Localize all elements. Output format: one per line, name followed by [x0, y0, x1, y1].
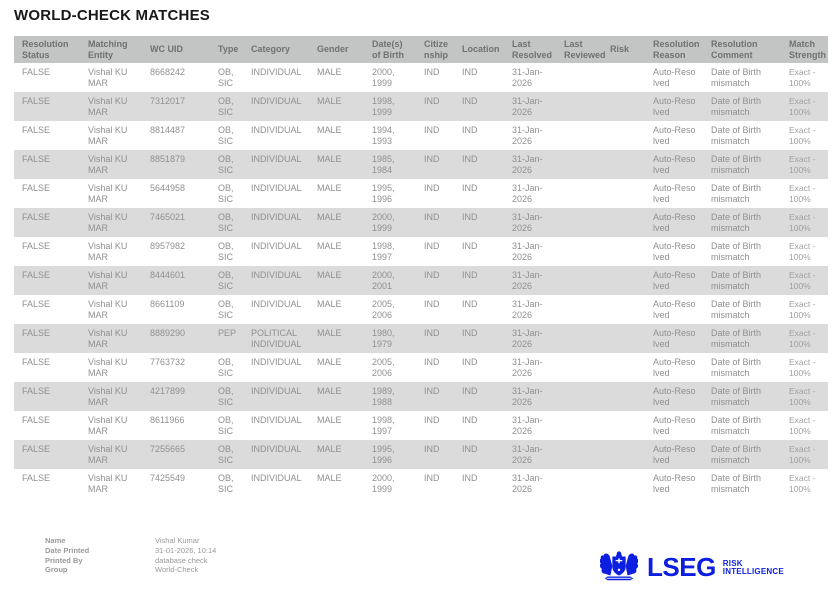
table-row	[14, 150, 828, 179]
meta-row	[45, 546, 216, 556]
cell-category: INDIVIDUAL	[251, 270, 302, 280]
lseg-wordmark: LSEG	[647, 552, 716, 582]
cell-gender: MALE	[317, 299, 342, 309]
cell-category: POLITICAL INDIVIDUAL	[251, 328, 302, 349]
meta-label: Name	[45, 536, 66, 545]
cell-type: OB, SIC	[218, 67, 234, 88]
cell-lastResolved: 31-Jan-2026	[512, 444, 543, 465]
table-row	[14, 382, 828, 411]
cell-entity: Vishal KU MAR	[88, 154, 128, 175]
cell-risk	[602, 353, 645, 382]
cell-comment: Date of Birth mismatch	[711, 444, 762, 465]
cell-entity: Vishal KU MAR	[88, 125, 128, 146]
cell-comment: Date of Birth mismatch	[711, 415, 762, 436]
cell-dob: 2000, 2001	[372, 270, 395, 291]
lseg-tagline-line1: RISK	[722, 558, 743, 568]
cell-risk	[602, 92, 645, 121]
cell-uid: 7425549	[150, 473, 186, 483]
table-row	[14, 440, 828, 469]
cell-lastReviewed	[556, 121, 602, 150]
cell-location: IND	[462, 212, 478, 222]
cell-category: INDIVIDUAL	[251, 299, 302, 309]
cell-citizenship: IND	[424, 212, 440, 222]
cell-reason: Auto-Resolved	[653, 183, 696, 204]
cell-risk	[602, 179, 645, 208]
cell-status: FALSE	[22, 473, 51, 483]
cell-type: OB, SIC	[218, 357, 234, 378]
cell-risk	[602, 150, 645, 179]
cell-lastReviewed	[556, 353, 602, 382]
cell-dob: 1998, 1997	[372, 241, 395, 262]
cell-gender: MALE	[317, 125, 342, 135]
cell-citizenship: IND	[424, 386, 440, 396]
cell-dob: 1994, 1993	[372, 125, 395, 146]
table-row	[14, 324, 828, 353]
cell-reason: Auto-Resolved	[653, 328, 696, 349]
table-row	[14, 179, 828, 208]
cell-status: FALSE	[22, 67, 51, 77]
meta-value: World-Check	[155, 565, 199, 575]
cell-type: OB, SIC	[218, 473, 234, 494]
cell-entity: Vishal KU MAR	[88, 241, 128, 262]
cell-status: FALSE	[22, 357, 51, 367]
cell-location: IND	[462, 299, 478, 309]
cell-uid: 7763732	[150, 357, 186, 367]
cell-risk	[602, 237, 645, 266]
cell-category: INDIVIDUAL	[251, 154, 302, 164]
cell-risk	[602, 295, 645, 324]
cell-gender: MALE	[317, 154, 342, 164]
cell-type: OB, SIC	[218, 415, 234, 436]
cell-lastResolved: 31-Jan-2026	[512, 183, 543, 204]
column-header-reason: Resolution Reason	[645, 36, 703, 63]
cell-strength: Exact - 100%	[789, 473, 816, 494]
cell-lastResolved: 31-Jan-2026	[512, 125, 543, 146]
column-header-entity: Matching Entity	[80, 36, 142, 63]
cell-lastResolved: 31-Jan-2026	[512, 299, 543, 320]
meta-row	[45, 565, 216, 575]
cell-reason: Auto-Resolved	[653, 154, 696, 175]
cell-reason: Auto-Resolved	[653, 299, 696, 320]
cell-entity: Vishal KU MAR	[88, 183, 128, 204]
cell-comment: Date of Birth mismatch	[711, 212, 762, 233]
meta-value: database check	[155, 555, 208, 565]
cell-category: INDIVIDUAL	[251, 386, 302, 396]
cell-status: FALSE	[22, 241, 51, 251]
cell-dob: 1995, 1996	[372, 444, 395, 465]
cell-dob: 1998, 1997	[372, 415, 395, 436]
cell-uid: 8851879	[150, 154, 186, 164]
cell-entity: Vishal KU MAR	[88, 444, 128, 465]
cell-type: OB, SIC	[218, 154, 234, 175]
cell-gender: MALE	[317, 183, 342, 193]
table-row	[14, 353, 828, 382]
cell-lastReviewed	[556, 179, 602, 208]
cell-reason: Auto-Resolved	[653, 96, 696, 117]
cell-status: FALSE	[22, 183, 51, 193]
cell-location: IND	[462, 154, 478, 164]
cell-gender: MALE	[317, 415, 342, 425]
cell-status: FALSE	[22, 299, 51, 309]
world-check-matches-table	[14, 36, 828, 498]
cell-comment: Date of Birth mismatch	[711, 357, 762, 378]
cell-type: OB, SIC	[218, 212, 234, 233]
cell-comment: Date of Birth mismatch	[711, 67, 762, 88]
table-row	[14, 208, 828, 237]
cell-risk	[602, 382, 645, 411]
cell-uid: 7312017	[150, 96, 186, 106]
cell-category: INDIVIDUAL	[251, 67, 302, 77]
meta-label: Date Printed	[45, 545, 90, 555]
cell-type: OB, SIC	[218, 96, 234, 117]
cell-location: IND	[462, 183, 478, 193]
cell-lastReviewed	[556, 324, 602, 353]
cell-reason: Auto-Resolved	[653, 270, 696, 291]
cell-uid: 8814487	[150, 125, 186, 135]
cell-strength: Exact - 100%	[789, 241, 816, 262]
meta-label: Group	[45, 565, 68, 575]
cell-risk	[602, 440, 645, 469]
cell-strength: Exact - 100%	[789, 183, 816, 204]
cell-uid: 8611966	[150, 415, 185, 425]
cell-lastReviewed	[556, 63, 602, 92]
lseg-tagline	[723, 560, 784, 577]
table-row	[14, 121, 828, 150]
cell-risk	[602, 121, 645, 150]
cell-reason: Auto-Resolved	[653, 125, 696, 146]
column-header-uid: WC UID	[142, 36, 210, 63]
cell-lastResolved: 31-Jan-2026	[512, 415, 543, 436]
cell-gender: MALE	[317, 212, 342, 222]
cell-comment: Date of Birth mismatch	[711, 270, 762, 291]
cell-dob: 1989, 1988	[372, 386, 395, 407]
cell-uid: 8889290	[150, 328, 186, 338]
cell-gender: MALE	[317, 357, 342, 367]
cell-type: PEP	[218, 328, 237, 338]
cell-type: OB, SIC	[218, 299, 234, 320]
cell-type: OB, SIC	[218, 386, 234, 407]
cell-strength: Exact - 100%	[789, 357, 816, 378]
cell-status: FALSE	[22, 212, 51, 222]
cell-comment: Date of Birth mismatch	[711, 154, 762, 175]
cell-uid: 8444601	[150, 270, 186, 280]
table-row	[14, 237, 828, 266]
cell-location: IND	[462, 444, 478, 454]
cell-dob: 1980, 1979	[372, 328, 395, 349]
cell-gender: MALE	[317, 270, 342, 280]
table-row	[14, 295, 828, 324]
cell-citizenship: IND	[424, 328, 440, 338]
cell-strength: Exact - 100%	[789, 67, 816, 88]
cell-lastReviewed	[556, 411, 602, 440]
meta-row	[45, 536, 216, 546]
cell-lastReviewed	[556, 266, 602, 295]
cell-dob: 1985, 1984	[372, 154, 395, 175]
cell-risk	[602, 411, 645, 440]
cell-entity: Vishal KU MAR	[88, 67, 128, 88]
cell-lastResolved: 31-Jan-2026	[512, 357, 543, 378]
cell-status: FALSE	[22, 96, 51, 106]
cell-dob: 2005, 2006	[372, 357, 395, 378]
cell-reason: Auto-Resolved	[653, 415, 696, 436]
cell-entity: Vishal KU MAR	[88, 270, 128, 291]
cell-status: FALSE	[22, 444, 51, 454]
cell-strength: Exact - 100%	[789, 154, 816, 175]
cell-status: FALSE	[22, 328, 51, 338]
column-header-comment: Resolution Comment	[703, 36, 781, 63]
cell-status: FALSE	[22, 270, 51, 280]
cell-entity: Vishal KU MAR	[88, 357, 128, 378]
cell-gender: MALE	[317, 386, 342, 396]
meta-row	[45, 556, 216, 566]
cell-location: IND	[462, 270, 478, 280]
cell-lastReviewed	[556, 469, 602, 498]
cell-lastResolved: 31-Jan-2026	[512, 270, 543, 291]
cell-location: IND	[462, 328, 478, 338]
table-row	[14, 411, 828, 440]
cell-uid: 4217899	[150, 386, 186, 396]
cell-citizenship: IND	[424, 270, 440, 280]
cell-dob: 1995, 1996	[372, 183, 395, 204]
cell-lastReviewed	[556, 237, 602, 266]
cell-strength: Exact - 100%	[789, 415, 816, 436]
column-header-dob: Date(s) of Birth	[364, 36, 416, 63]
cell-comment: Date of Birth mismatch	[711, 299, 762, 320]
cell-uid: 8661109	[150, 299, 185, 309]
cell-citizenship: IND	[424, 241, 440, 251]
cell-location: IND	[462, 357, 478, 367]
column-header-location: Location	[454, 36, 504, 63]
column-header-type: Type	[210, 36, 243, 63]
cell-lastReviewed	[556, 295, 602, 324]
cell-gender: MALE	[317, 241, 342, 251]
cell-strength: Exact - 100%	[789, 299, 816, 320]
cell-strength: Exact - 100%	[789, 386, 816, 407]
cell-risk	[602, 208, 645, 237]
lseg-tagline-line2: INTELLIGENCE	[722, 567, 784, 576]
cell-location: IND	[462, 415, 478, 425]
table-row	[14, 63, 828, 92]
cell-location: IND	[462, 241, 478, 251]
cell-uid: 7465021	[150, 212, 186, 222]
cell-lastResolved: 31-Jan-2026	[512, 212, 543, 233]
cell-category: INDIVIDUAL	[251, 357, 302, 367]
cell-comment: Date of Birth mismatch	[711, 241, 762, 262]
meta-value: Vishal Kumar	[155, 536, 200, 545]
cell-type: OB, SIC	[218, 444, 234, 465]
cell-uid: 8957982	[150, 241, 186, 251]
cell-citizenship: IND	[424, 96, 440, 106]
cell-strength: Exact - 100%	[789, 328, 816, 349]
cell-reason: Auto-Resolved	[653, 67, 696, 88]
lseg-logo	[600, 548, 784, 586]
table-row	[14, 469, 828, 498]
cell-comment: Date of Birth mismatch	[711, 96, 762, 117]
cell-risk	[602, 324, 645, 353]
cell-citizenship: IND	[424, 299, 440, 309]
cell-entity: Vishal KU MAR	[88, 328, 128, 349]
cell-category: INDIVIDUAL	[251, 444, 302, 454]
column-header-category: Category	[243, 36, 309, 63]
cell-lastResolved: 31-Jan-2026	[512, 96, 543, 117]
cell-reason: Auto-Resolved	[653, 357, 696, 378]
cell-status: FALSE	[22, 154, 51, 164]
cell-reason: Auto-Resolved	[653, 473, 696, 494]
cell-lastResolved: 31-Jan-2026	[512, 328, 543, 349]
cell-citizenship: IND	[424, 415, 440, 425]
cell-comment: Date of Birth mismatch	[711, 328, 762, 349]
cell-comment: Date of Birth mismatch	[711, 183, 762, 204]
cell-strength: Exact - 100%	[789, 125, 816, 146]
cell-strength: Exact - 100%	[789, 270, 816, 291]
cell-status: FALSE	[22, 386, 51, 396]
column-header-citizenship: Citizenship	[416, 36, 454, 63]
cell-reason: Auto-Resolved	[653, 386, 696, 407]
cell-dob: 2000, 1999	[372, 473, 395, 494]
column-header-lastReviewed: Last Reviewed	[556, 36, 602, 63]
cell-comment: Date of Birth mismatch	[711, 473, 762, 494]
cell-citizenship: IND	[424, 154, 440, 164]
cell-category: INDIVIDUAL	[251, 473, 302, 483]
cell-gender: MALE	[317, 67, 342, 77]
cell-lastResolved: 31-Jan-2026	[512, 241, 543, 262]
cell-gender: MALE	[317, 444, 342, 454]
cell-lastReviewed	[556, 150, 602, 179]
cell-status: FALSE	[22, 125, 51, 135]
cell-entity: Vishal KU MAR	[88, 299, 128, 320]
table-body	[14, 63, 828, 498]
cell-category: INDIVIDUAL	[251, 212, 302, 222]
cell-type: OB, SIC	[218, 183, 234, 204]
cell-type: OB, SIC	[218, 125, 234, 146]
cell-location: IND	[462, 473, 478, 483]
cell-strength: Exact - 100%	[789, 96, 816, 117]
cell-lastResolved: 31-Jan-2026	[512, 154, 543, 175]
cell-risk	[602, 63, 645, 92]
cell-uid: 7255665	[150, 444, 186, 454]
cell-dob: 2005, 2006	[372, 299, 395, 320]
column-header-strength: Match Strength	[781, 36, 828, 63]
cell-category: INDIVIDUAL	[251, 125, 302, 135]
cell-lastReviewed	[556, 208, 602, 237]
column-header-status: Resolution Status	[14, 36, 80, 63]
meta-value: 31-01-2026, 10:14	[155, 545, 217, 555]
cell-lastReviewed	[556, 92, 602, 121]
cell-gender: MALE	[317, 96, 342, 106]
column-header-risk: Risk	[602, 36, 645, 63]
cell-reason: Auto-Resolved	[653, 241, 696, 262]
cell-dob: 1998, 1999	[372, 96, 395, 117]
cell-category: INDIVIDUAL	[251, 241, 302, 251]
cell-uid: 8668242	[150, 67, 186, 77]
cell-category: INDIVIDUAL	[251, 183, 302, 193]
cell-comment: Date of Birth mismatch	[711, 386, 762, 407]
meta-label: Printed By	[45, 555, 83, 565]
cell-gender: MALE	[317, 328, 342, 338]
cell-strength: Exact - 100%	[789, 444, 816, 465]
cell-gender: MALE	[317, 473, 342, 483]
cell-location: IND	[462, 96, 478, 106]
cell-status: FALSE	[22, 415, 51, 425]
cell-citizenship: IND	[424, 183, 440, 193]
cell-dob: 2000, 1999	[372, 67, 395, 88]
cell-category: INDIVIDUAL	[251, 415, 302, 425]
cell-location: IND	[462, 125, 478, 135]
cell-category: INDIVIDUAL	[251, 96, 302, 106]
print-meta	[45, 536, 216, 575]
cell-lastReviewed	[556, 440, 602, 469]
table-row	[14, 92, 828, 121]
table-header-row	[14, 36, 828, 63]
cell-risk	[602, 469, 645, 498]
cell-entity: Vishal KU MAR	[88, 386, 128, 407]
cell-lastResolved: 31-Jan-2026	[512, 67, 543, 88]
cell-risk	[602, 266, 645, 295]
table-row	[14, 266, 828, 295]
cell-entity: Vishal KU MAR	[88, 415, 128, 436]
cell-citizenship: IND	[424, 357, 440, 367]
cell-strength: Exact - 100%	[789, 212, 816, 233]
cell-reason: Auto-Resolved	[653, 444, 696, 465]
cell-entity: Vishal KU MAR	[88, 96, 128, 117]
cell-lastResolved: 31-Jan-2026	[512, 473, 543, 494]
cell-location: IND	[462, 67, 478, 77]
cell-dob: 2000, 1999	[372, 212, 395, 233]
column-header-lastResolved: Last Resolved	[504, 36, 556, 63]
cell-type: OB, SIC	[218, 241, 234, 262]
cell-lastResolved: 31-Jan-2026	[512, 386, 543, 407]
cell-citizenship: IND	[424, 125, 440, 135]
cell-entity: Vishal KU MAR	[88, 212, 128, 233]
page-title: WORLD-CHECK MATCHES	[14, 7, 211, 24]
cell-citizenship: IND	[424, 67, 440, 77]
cell-reason: Auto-Resolved	[653, 212, 696, 233]
cell-type: OB, SIC	[218, 270, 234, 291]
lseg-crest-icon	[600, 549, 638, 585]
cell-citizenship: IND	[424, 444, 440, 454]
cell-entity: Vishal KU MAR	[88, 473, 128, 494]
cell-uid: 5644958	[150, 183, 186, 193]
cell-location: IND	[462, 386, 478, 396]
column-header-gender: Gender	[309, 36, 364, 63]
cell-citizenship: IND	[424, 473, 440, 483]
cell-lastReviewed	[556, 382, 602, 411]
cell-comment: Date of Birth mismatch	[711, 125, 762, 146]
